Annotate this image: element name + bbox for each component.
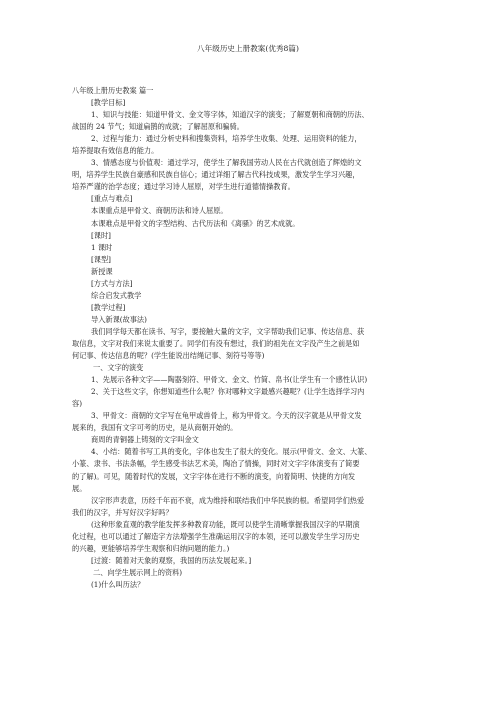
text-line: 小篆、隶书、书法条幅，学生感受书法艺术美，陶冶了情操，同时对文字字体演变有了简要 bbox=[72, 459, 360, 469]
text-line: [教学过程] bbox=[91, 302, 126, 312]
text-line: 容) bbox=[72, 399, 82, 409]
text-line: 本课难点是甲骨文的字型结构、古代历法和《离骚》的艺术成就。 bbox=[91, 218, 300, 228]
text-line: 1、先展示各种文字——陶器刻符、甲骨文、金文、竹简、帛书(让学生有一个感性认识) bbox=[91, 375, 368, 385]
text-line: 化过程，也可以通过了解造字方法增强学生准确运用汉字的本领，还可以激发学生学习历史 bbox=[72, 531, 360, 541]
text-line: 3、甲骨文：商朝的文字写在龟甲或兽骨上，称为甲骨文。今天的汉字就是从甲骨文发 bbox=[91, 411, 362, 421]
text-line: 综合启发式教学 bbox=[91, 290, 142, 300]
text-line: 2、关于这些文字，你想知道些什么呢？你对哪种文字最感兴趣呢？(让学生选择学习内 bbox=[91, 387, 365, 397]
text-line: 我们的汉字，并写好汉字好吗？ bbox=[72, 507, 173, 517]
text-line: 展。 bbox=[72, 483, 87, 493]
text-line: (1)什么叫历法？ bbox=[91, 579, 145, 589]
text-line: 明，培养学生民族自豪感和民族自信心；通过详细了解古代科技成果，激发学生学习兴趣， bbox=[72, 170, 360, 180]
text-line: [过渡：随着对天象的观察，我国的历法发展起来。] bbox=[91, 555, 252, 565]
text-line: 4、小结：随着书写工具的变化，字体也发生了很大的变化。展示(甲骨文、金文、大篆、 bbox=[91, 447, 372, 457]
text-line: 展来的，我国有文字可考的历史，是从商朝开始的。 bbox=[72, 423, 238, 433]
text-line: 培养严谨的治学态度；通过学习诗人屈原，对学生进行道德情操教育。 bbox=[72, 182, 295, 192]
text-line: [重点与难点] bbox=[91, 194, 133, 204]
text-line: [教学目标] bbox=[91, 98, 126, 108]
text-line: 导入新课(故事法) bbox=[91, 314, 147, 324]
document-body bbox=[72, 85, 427, 591]
text-line: 战国的 24 节气；知道扁鹊的成就；了解屈原和骗骑。 bbox=[72, 122, 244, 132]
text-line: 一、文字的演变 bbox=[93, 363, 144, 373]
text-line: 取信息，文字对我们来说太重要了。同学们有没有想过，我们的祖先在文字没产生之前是如 bbox=[72, 338, 360, 348]
text-line: 二、向学生展示网上的资料) bbox=[93, 567, 183, 577]
text-line: 新授课 bbox=[91, 266, 113, 276]
text-line: 汉字形声表意，历经千年而不衰，成为维持和联结我们中华民族的根。希望同学们热爱 bbox=[91, 495, 365, 505]
text-line: 的兴趣，更能够培养学生观察和归纳问题的能力。) bbox=[72, 543, 230, 553]
text-line: [课型] bbox=[91, 254, 111, 264]
text-line: 3、情感态度与价值观：通过学习，使学生了解我国劳动人民在古代就创造了辉煌的文 bbox=[91, 158, 362, 168]
document-title: 八年级历史上册教案(优秀8篇) bbox=[197, 44, 299, 53]
text-line: (这种形象直观的教学能发挥多种教育功能，既可以使学生清晰掌握我国汉字的早期演 bbox=[91, 519, 360, 529]
text-line: 我们同学每天都在读书、写字，要接触大量的文字，文字帮助我们记事、传达信息、获 bbox=[91, 326, 365, 336]
text-line: [课时] bbox=[91, 230, 111, 240]
text-line: 本课重点是甲骨文、商朝历法和诗人屈原。 bbox=[91, 206, 228, 216]
text-line: 1 课时 bbox=[91, 242, 113, 252]
text-line: 培养提取有效信息的能力。 bbox=[72, 146, 159, 156]
text-line: 1、知识与技能：知道甲骨文、金文等字体，知道汉字的演变；了解夏朝和商朝的历法、 bbox=[91, 110, 369, 120]
text-line: 2、过程与能力：通过分析史料和搜集资料，培养学生收集、处理、运用资料的能力， bbox=[91, 134, 362, 144]
text-line: [方式与方法] bbox=[91, 278, 133, 288]
text-line: 的了解)。可见，随着时代的发展，文字字体在进行不断的演变，向着简明、快捷的方向发 bbox=[72, 471, 356, 481]
text-line: 何记事、传达信息的呢？(学生能说出结绳记事、刻符号等等) bbox=[72, 351, 265, 361]
text-line: 商周的青铜器上铸刻的文字叫金文 bbox=[91, 435, 199, 445]
section-heading: 八年级上册历史教案 篇一 bbox=[72, 86, 154, 95]
